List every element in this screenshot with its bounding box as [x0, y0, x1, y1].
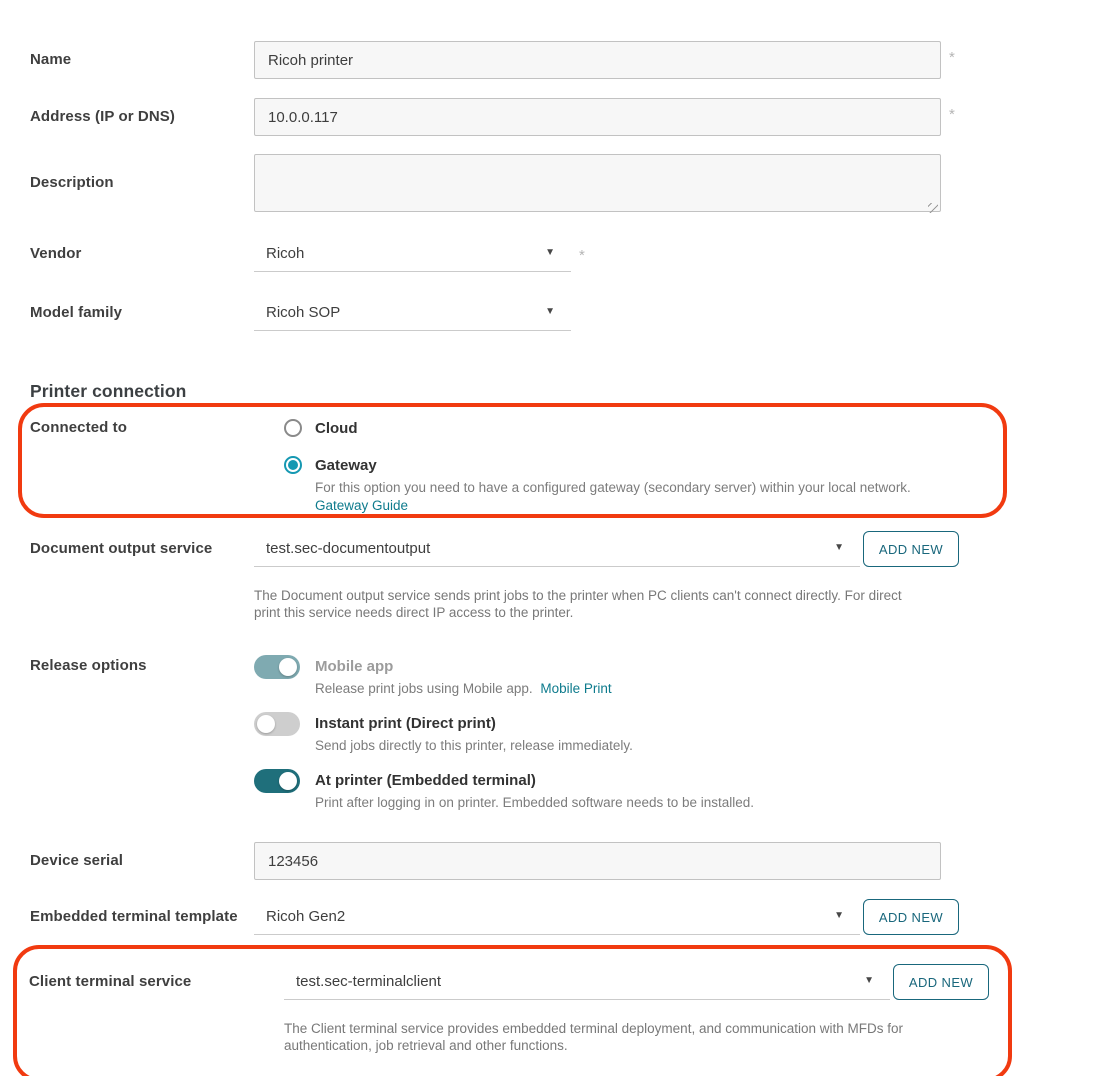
- radio-option-gateway[interactable]: [284, 453, 911, 477]
- chevron-down-icon: ▼: [864, 975, 874, 986]
- embedded-terminal-template-value: Ricoh Gen2: [266, 908, 346, 925]
- instant-print-title: Instant print (Direct print): [315, 715, 496, 732]
- connected-to-label: Connected to: [30, 419, 128, 436]
- document-output-service-select[interactable]: [254, 531, 860, 567]
- chevron-down-icon: ▼: [834, 910, 844, 921]
- embedded-terminal-template-label: Embedded terminal template: [30, 908, 238, 925]
- gateway-radio-label: Gateway: [315, 456, 377, 474]
- release-options-row: [0, 655, 1117, 826]
- description-textarea[interactable]: [254, 154, 941, 212]
- at-printer-toggle[interactable]: [254, 769, 300, 793]
- client-terminal-service-value: test.sec-terminalclient: [296, 973, 442, 990]
- document-output-service-label: Document output service: [30, 540, 213, 557]
- mobile-print-link[interactable]: Mobile Print: [540, 681, 612, 696]
- mobile-app-toggle[interactable]: [254, 655, 300, 679]
- client-terminal-service-helper: The Client terminal service provides embedded terminal deployment, and communication with MFDs for authentication, job retrieval and other functions.: [284, 1021, 904, 1053]
- toggle-knob: [257, 715, 275, 733]
- toggle-knob: [279, 772, 297, 790]
- at-printer-helper: Print after logging in on printer. Embedded software needs to be installed.: [315, 795, 755, 810]
- mobile-app-title: Mobile app: [315, 658, 394, 675]
- model-family-row: [0, 295, 1117, 331]
- client-terminal-service-label: Client terminal service: [29, 973, 192, 990]
- vendor-select-value: Ricoh: [266, 245, 305, 262]
- client-terminal-service-row: [29, 964, 1008, 1054]
- toggle-row-instant-print: [254, 712, 754, 754]
- description-row: [0, 154, 1117, 217]
- annotation-highlight-client-terminal: [13, 945, 1012, 1076]
- toggle-knob: [279, 658, 297, 676]
- address-input[interactable]: [254, 98, 941, 136]
- name-input[interactable]: [254, 41, 941, 79]
- connected-to-row: [30, 416, 1003, 514]
- client-terminal-service-select[interactable]: [284, 964, 890, 1000]
- cloud-radio-label: Cloud: [315, 419, 358, 437]
- instant-print-toggle[interactable]: [254, 712, 300, 736]
- gateway-helper-text: For this option you need to have a configured gateway (secondary server) within your local network.: [315, 480, 911, 495]
- mobile-app-helper: Release print jobs using Mobile app. Mobile Print: [315, 681, 612, 696]
- document-output-service-value: test.sec-documentoutput: [266, 540, 431, 557]
- name-row: [0, 41, 1117, 79]
- add-new-document-output-button[interactable]: ADD NEW: [863, 531, 959, 567]
- toggle-row-mobile-app: [254, 655, 754, 697]
- address-label: Address (IP or DNS): [30, 108, 175, 125]
- chevron-down-icon: ▼: [545, 247, 555, 258]
- annotation-highlight-connected-to: [18, 403, 1007, 518]
- toggle-row-at-printer: [254, 769, 754, 811]
- required-marker: *: [949, 106, 955, 123]
- document-output-service-row: [0, 531, 1117, 621]
- radio-option-cloud[interactable]: [284, 416, 911, 440]
- instant-print-helper: Send jobs directly to this printer, release immediately.: [315, 738, 633, 753]
- name-label: Name: [30, 51, 72, 68]
- vendor-label: Vendor: [30, 245, 82, 262]
- device-serial-label: Device serial: [30, 852, 124, 869]
- embedded-terminal-template-row: [0, 899, 1117, 935]
- address-row: [0, 98, 1117, 136]
- cloud-radio[interactable]: [284, 419, 302, 437]
- model-family-label: Model family: [30, 304, 123, 321]
- device-serial-input[interactable]: [254, 842, 941, 880]
- gateway-radio[interactable]: [284, 456, 302, 474]
- printer-connection-heading: Printer connection: [30, 381, 187, 401]
- chevron-down-icon: ▼: [545, 306, 555, 317]
- model-family-select[interactable]: [254, 295, 571, 331]
- gateway-guide-link[interactable]: Gateway Guide: [315, 498, 409, 513]
- vendor-select[interactable]: [254, 236, 571, 272]
- chevron-down-icon: ▼: [834, 542, 844, 553]
- add-new-terminal-template-button[interactable]: ADD NEW: [863, 899, 959, 935]
- document-output-service-helper: The Document output service sends print jobs to the printer when PC clients can't connect directly. For direct print this service needs direct IP access to the printer.: [254, 588, 902, 620]
- description-label: Description: [30, 174, 114, 191]
- release-options-label: Release options: [30, 657, 147, 674]
- vendor-row: [0, 236, 1117, 272]
- model-family-select-value: Ricoh SOP: [266, 304, 341, 321]
- add-new-client-terminal-button[interactable]: ADD NEW: [893, 964, 989, 1000]
- resize-handle-icon[interactable]: [928, 203, 938, 213]
- device-serial-row: [0, 842, 1117, 880]
- required-marker: *: [579, 247, 585, 264]
- required-marker: *: [949, 49, 955, 66]
- embedded-terminal-template-select[interactable]: [254, 899, 860, 935]
- at-printer-title: At printer (Embedded terminal): [315, 772, 536, 789]
